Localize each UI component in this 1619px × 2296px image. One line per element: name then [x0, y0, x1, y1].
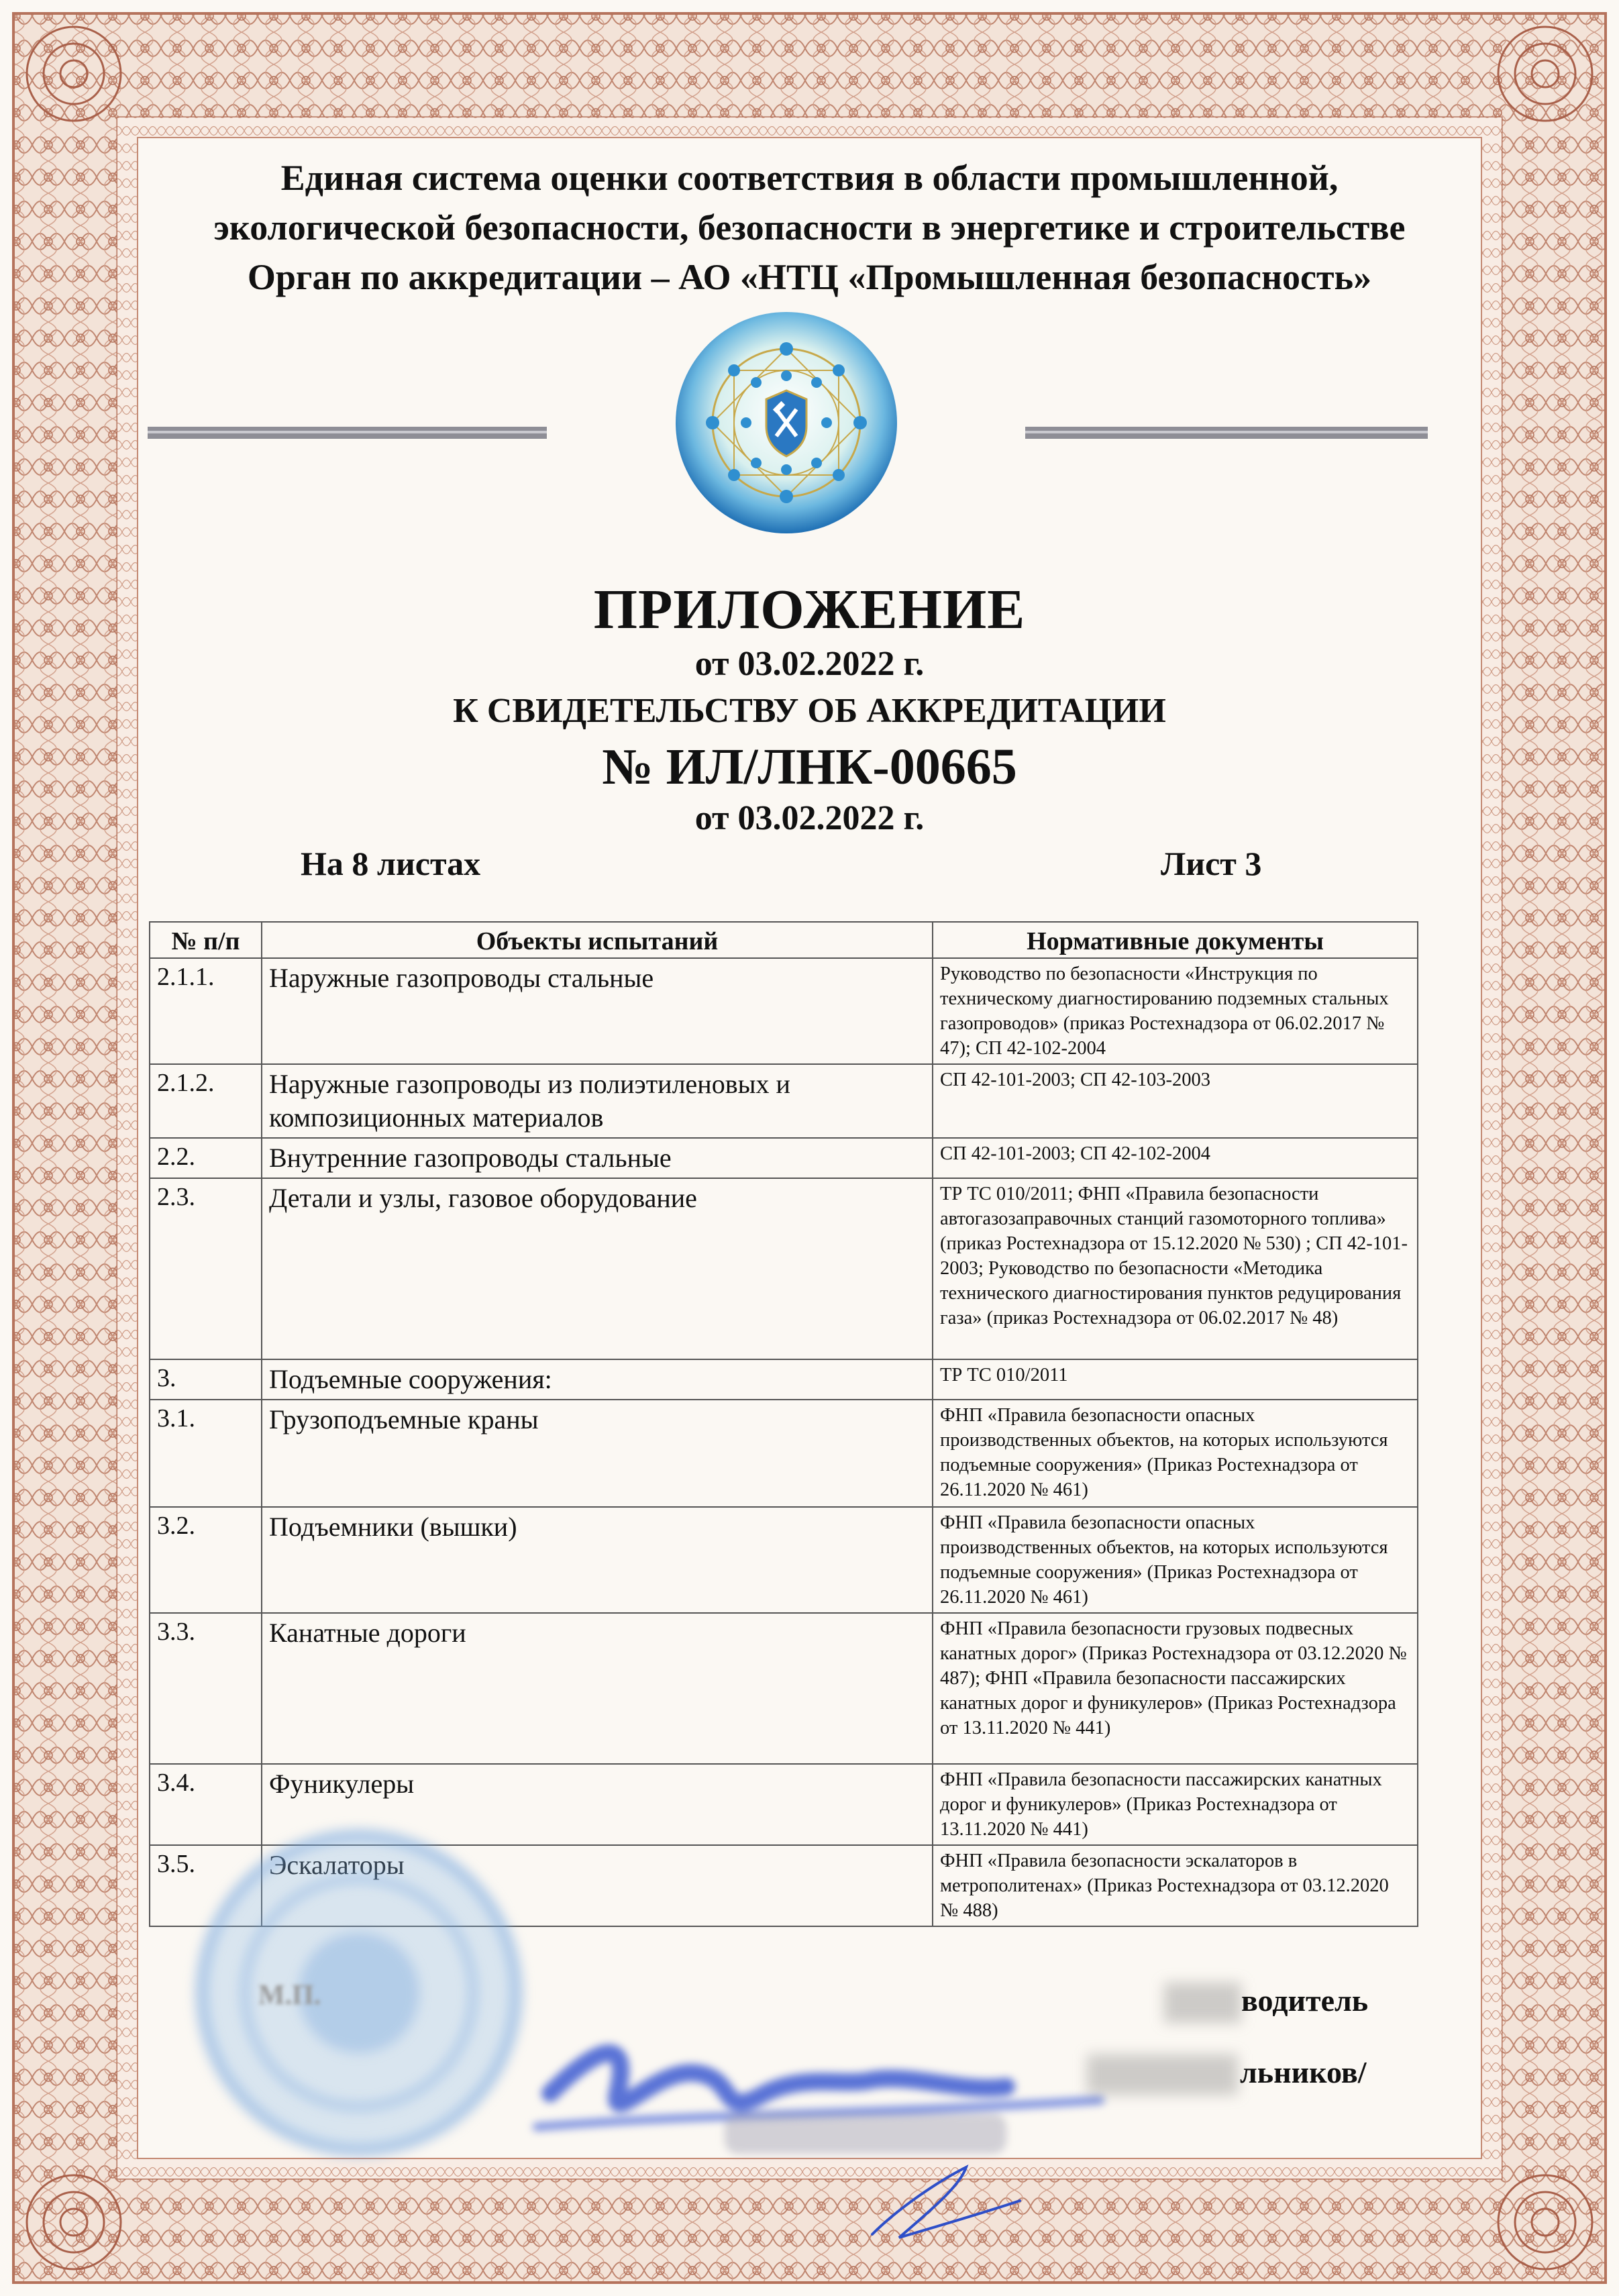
- signatory-name: льников/: [1240, 2055, 1367, 2089]
- decorative-rule-left: [148, 427, 547, 439]
- appendix-subtitle: К СВИДЕТЕЛЬСТВУ ОБ АККРЕДИТАЦИИ: [453, 692, 1166, 730]
- accreditation-table: [149, 921, 1418, 1927]
- row-documents: СП 42-101-2003; СП 42-103-2003: [933, 1064, 1418, 1138]
- table-row: [150, 1400, 1418, 1507]
- row-object: Детали и узлы, газовое оборудование: [262, 1178, 933, 1359]
- row-documents: ФНП «Правила безопасности опасных производственных объектов, на которых используются подъемные сооружения» (Приказ Ростехнадзора от 26.11.2020 № 461): [933, 1400, 1418, 1507]
- signatory-title: водитель: [1241, 1983, 1369, 2018]
- header-line-3: Орган по аккредитации – АО «НТЦ «Промышленная безопасность»: [247, 257, 1372, 297]
- appendix-date: от 03.02.2022 г.: [694, 645, 925, 683]
- table-row: [150, 1178, 1418, 1359]
- table-row: [150, 1138, 1418, 1178]
- row-object: Внутренние газопроводы стальные: [262, 1138, 933, 1178]
- row-object: Наружные газопроводы стальные: [262, 958, 933, 1064]
- table-row: [150, 1064, 1418, 1138]
- table-row: [150, 958, 1418, 1064]
- column-header-number: № п/п: [150, 922, 262, 958]
- row-number: 2.1.2.: [150, 1064, 262, 1138]
- header: [134, 153, 1485, 302]
- emblem-logo: [672, 309, 900, 537]
- row-documents: ФНП «Правила безопасности пассажирских канатных дорог и фуникулеров» (Приказ Ростехнадзора от 13.11.2020 № 441): [933, 1764, 1418, 1845]
- row-documents: СП 42-101-2003; СП 42-102-2004: [933, 1138, 1418, 1178]
- row-object: Наружные газопроводы из полиэтиленовых и композиционных материалов: [262, 1064, 933, 1138]
- table-row: [150, 1359, 1418, 1400]
- row-documents: ФНП «Правила безопасности опасных производственных объектов, на которых используются подъемные сооружения» (Приказ Ростехнадзора от 26.11.2020 № 461): [933, 1507, 1418, 1613]
- row-number: 3.4.: [150, 1764, 262, 1845]
- header-line-1: Единая система оценки соответствия в области промышленной,: [280, 158, 1339, 198]
- table-header-row: [150, 922, 1418, 958]
- row-number: 3.3.: [150, 1613, 262, 1764]
- official-stamp: [191, 1825, 527, 2160]
- signature-scribble: [497, 2013, 1167, 2254]
- row-number: 2.3.: [150, 1178, 262, 1359]
- row-documents: Руководство по безопасности «Инструкция по техническому диагностированию подземных стальных газопроводов» (приказ Ростехнадзора от 06.02.2017 № 47); СП 42-102-2004: [933, 958, 1418, 1064]
- row-object: Подъемные сооружения:: [262, 1359, 933, 1400]
- row-number: 3.2.: [150, 1507, 262, 1613]
- row-documents: ТР ТС 010/2011: [933, 1359, 1418, 1400]
- row-number: 2.2.: [150, 1138, 262, 1178]
- redacted-area: [1087, 2054, 1238, 2095]
- table-row: [150, 1613, 1418, 1764]
- row-number: 3.: [150, 1359, 262, 1400]
- row-documents: ФНП «Правила безопасности грузовых подвесных канатных дорог» (Приказ Ростехнадзора от 03.12.2020 № 487); ФНП «Правила безопасности пассажирских канатных дорог и фуникулеров» (Приказ Ростехнадзора от 13.11.2020 № 441): [933, 1613, 1418, 1764]
- column-header-documents: Нормативные документы: [933, 922, 1418, 958]
- document-title: ПРИЛОЖЕНИЕ: [593, 578, 1026, 641]
- sheets-total: На 8 листах: [301, 845, 481, 882]
- row-object: Грузоподъемные краны: [262, 1400, 933, 1507]
- row-number: 2.1.1.: [150, 958, 262, 1064]
- table-row: [150, 1507, 1418, 1613]
- row-number: 3.5.: [150, 1845, 262, 1926]
- header-line-2: экологической безопасности, безопасности в энергетике и строительстве: [213, 207, 1406, 248]
- sheet-number: Лист 3: [1161, 845, 1262, 882]
- row-object: Канатные дороги: [262, 1613, 933, 1764]
- row-object: Фуникулеры: [262, 1764, 933, 1845]
- redacted-area: [1164, 1983, 1241, 2023]
- certificate-date: от 03.02.2022 г.: [694, 799, 925, 837]
- seal-place-label: М.П.: [258, 1980, 321, 2011]
- certificate-number: № ИЛ/ЛНК-00665: [602, 739, 1017, 795]
- column-header-objects: Объекты испытаний: [262, 922, 933, 958]
- row-documents: ФНП «Правила безопасности эскалаторов в метрополитенах» (Приказ Ростехнадзора от 03.12.2020 № 488): [933, 1845, 1418, 1926]
- row-object: Подъемники (вышки): [262, 1507, 933, 1613]
- decorative-rule-right: [1025, 427, 1428, 439]
- row-number: 3.1.: [150, 1400, 262, 1507]
- row-documents: ТР ТС 010/2011; ФНП «Правила безопасности автогазозаправочных станций газомоторного топлива» (приказ Ростехнадзора от 15.12.2020 № 530) ; СП 42-101-2003; Руководство по безопасности «Методика технического диагностирования пунктов редуцирования газа» (приказ Ростехнадзора от 06.02.2017 № 48): [933, 1178, 1418, 1359]
